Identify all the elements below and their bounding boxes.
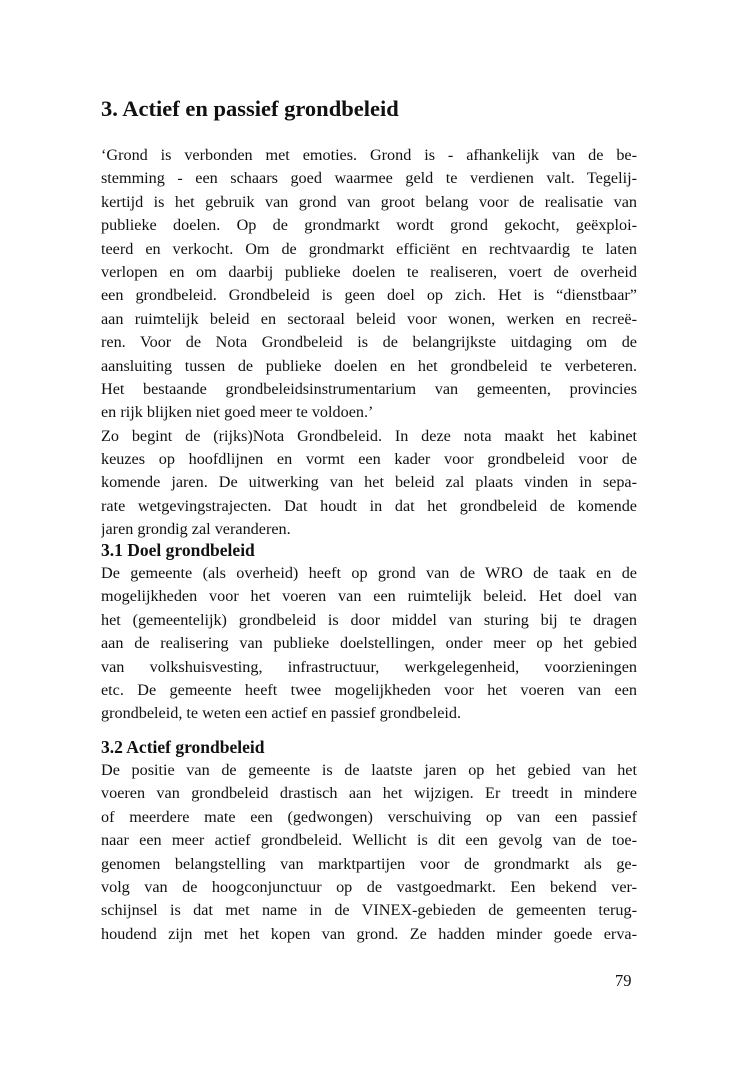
text-line: jaren grondig zal veranderen. [101, 520, 291, 539]
text-line: rate wetgevingstrajecten. Dat houdt in dat het grondbeleid de komende [101, 496, 637, 515]
text-line: genomen belangstelling van marktpartijen voor de grondmarkt als ge- [101, 854, 637, 873]
text-line: het (gemeentelijk) grondbeleid is door middel van sturing bij te dragen [101, 610, 637, 629]
text-line: mogelijkheden voor het voeren van een ruimtelijk beleid. Het doel van [101, 587, 637, 606]
text-line: aan de realisering van publieke doelstellingen, onder meer op het gebied [101, 634, 637, 653]
intro-paragraph [101, 144, 637, 542]
text-line: ren. Voor de Nota Grondbeleid is de belangrijkste uitdaging om de [101, 333, 637, 352]
text-line: aan ruimtelijk beleid en sectoraal beleid voor wonen, werken en recreë- [101, 309, 637, 328]
text-line: ‘Grond is verbonden met emoties. Grond is - afhankelijk van de be- [101, 146, 637, 164]
text-line: of meerdere mate een (gedwongen) verschuiving op van een passief [101, 807, 637, 826]
text-line: De positie van de gemeente is de laatste jaren op het gebied van het [101, 761, 637, 779]
text-line: en rijk blijken niet goed meer te voldoen.’ [101, 403, 374, 422]
text-line: verlopen en om daarbij publieke doelen te realiseren, voert de overheid [101, 262, 637, 281]
section-doel-paragraph [101, 562, 637, 726]
page-number: 79 [615, 971, 632, 990]
text-line: naar een meer actief grondbeleid. Wellicht is dit een gevolg van de toe- [101, 831, 637, 850]
text-line: publieke doelen. Op de grondmarkt wordt grond gekocht, geëxploi- [101, 216, 637, 235]
text-line: schijnsel is dat met name in de VINEX-gebieden de gemeenten terug- [101, 901, 637, 920]
text-line: teerd en verkocht. Om de grondmarkt efficiënt en rechtvaardig te laten [101, 239, 637, 258]
text-line: kertijd is het gebruik van grond van groot belang voor de realisatie van [101, 192, 637, 211]
text-line: komende jaren. De uitwerking van het beleid zal plaats vinden in sepa- [101, 473, 637, 492]
text-line: De gemeente (als overheid) heeft op grond van de WRO de taak en de [101, 564, 637, 582]
section-actief-paragraph [101, 759, 637, 946]
chapter-title: 3. Actief en passief grondbeleid [101, 96, 399, 121]
section-title-doel: 3.1 Doel grondbeleid [101, 540, 255, 560]
text-line: Het bestaande grondbeleidsinstrumentarium van gemeenten, provincies [101, 379, 637, 398]
text-line: keuzes op hoofdlijnen en vormt een kader voor grondbeleid voor de [101, 450, 637, 469]
text-line: van volkshuisvesting, infrastructuur, werkgelegenheid, voorzieningen [101, 657, 637, 676]
section-title-actief: 3.2 Actief grondbeleid [101, 737, 265, 757]
text-line: etc. De gemeente heeft twee mogelijkheden voor het voeren van een [101, 680, 637, 699]
text-line: grondbeleid, te weten een actief en passief grondbeleid. [101, 704, 462, 723]
text-line: volg van de hoogconjunctuur op de vastgoedmarkt. Een bekend ver- [101, 877, 637, 896]
text-line: aansluiting tussen de publieke doelen en het grondbeleid te verbeteren. [101, 356, 637, 375]
text-line: stemming - een schaars goed waarmee geld te verdienen valt. Tegelij- [101, 169, 637, 188]
text-line: een grondbeleid. Grondbeleid is geen doel op zich. Het is “dienstbaar” [101, 286, 637, 305]
text-line: houdend zijn met het kopen van grond. Ze hadden minder goede erva- [101, 924, 637, 943]
text-line: Zo begint de (rijks)Nota Grondbeleid. In deze nota maakt het kabinet [101, 426, 637, 445]
text-line: voeren van grondbeleid drastisch aan het wijzigen. Er treedt in mindere [101, 784, 637, 803]
